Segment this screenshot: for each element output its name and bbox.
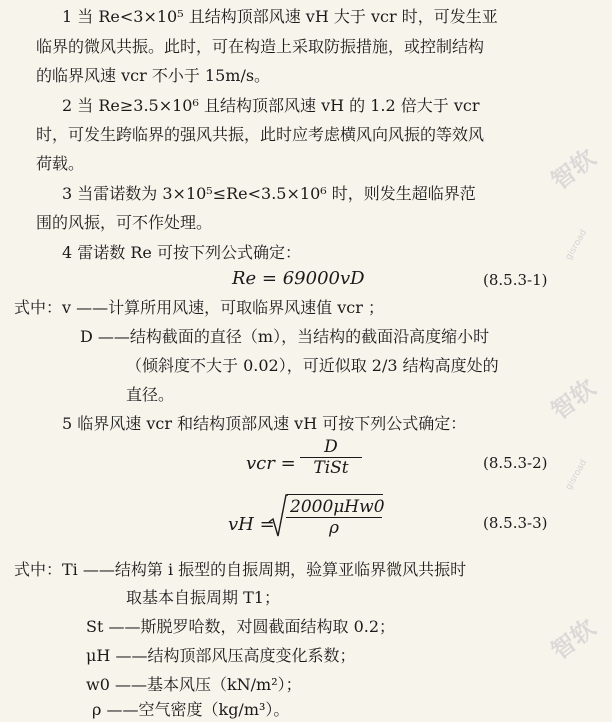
where-ti-definition-line1: 式中：Ti ——结构第 i 振型的自振周期，验算亚临界微风共振时 [14,560,467,579]
watermark-logo: 智软 [546,143,602,196]
where-mu-definition: μH ——结构顶部风压高度变化系数； [86,646,356,665]
item2-line2: 时，可发生跨临界的强风共振，此时应考虑横风向风振的等效风 [36,125,485,144]
equation-number-2: (8.5.3-2) [483,454,548,472]
watermark-subtext: gisroad [563,228,590,262]
equation-number-1: (8.5.3-1) [483,271,548,289]
item1-line1: 1 当 Re<3×10⁵ 且结构顶部风速 vH 大于 vcr 时，可发生亚 [62,7,498,26]
item3-line2: 围的风振，可不作处理。 [36,213,213,232]
square-root-sign [268,494,288,540]
watermark-subtext: gisroad [563,458,590,492]
equation-vh-numerator: 2000μHw0 [286,497,382,518]
equation-vcr-fraction [300,437,362,478]
equation-vcr-lhs: vcr = [246,453,296,474]
equation-vh-denominator: ρ [329,518,339,538]
watermark-logo: 智软 [546,613,602,666]
item2-line3: 荷载。 [36,154,85,173]
where-w0-definition: w0 ——基本风压（kN/m²）； [86,675,302,694]
watermark-logo: 智软 [546,373,602,426]
square-root-bar [287,494,383,495]
item1-line3: 的临界风速 vcr 不小于 15m/s。 [36,66,271,85]
equation-vh-fraction [286,497,385,538]
where-rho-definition: ρ ——空气密度（kg/m³）。 [92,700,290,719]
where-st-definition: St ——斯脱罗哈数，对圆截面结构取 0.2； [86,617,396,636]
equation-reynolds: Re = 69000vD [232,268,365,289]
item3-line1: 3 当雷诺数为 3×10⁵≤Re<3.5×10⁶ 时，则发生超临界范 [62,184,476,203]
where-d-definition-line1: D ——结构截面的直径（m），当结构的截面沿高度缩小时 [80,327,490,346]
item2-line1: 2 当 Re≥3.5×10⁶ 且结构顶部风速 vH 的 1.2 倍大于 vcr [62,96,480,115]
equation-vcr-numerator: D [300,437,362,458]
equation-vcr-denominator: TiSt [313,458,349,478]
equation-vh-lhs: vH = [228,514,275,535]
where-d-definition-line2: （倾斜度不大于 0.02），可近似取 2/3 结构高度处的 [126,356,499,375]
where-v-definition: 式中：v ——计算所用风速，可取临界风速值 vcr ； [14,298,384,317]
item1-line2: 临界的微风共振。此时，可在构造上采取防振措施，或控制结构 [36,37,485,56]
where-ti-definition-line2: 取基本自振周期 T1； [126,588,280,607]
where-d-definition-line3: 直径。 [126,385,175,404]
item4-line1: 4 雷诺数 Re 可按下列公式确定： [62,243,301,262]
item5-line1: 5 临界风速 vcr 和结构顶部风速 vH 可按下列公式确定： [62,414,467,433]
equation-number-3: (8.5.3-3) [483,514,548,532]
